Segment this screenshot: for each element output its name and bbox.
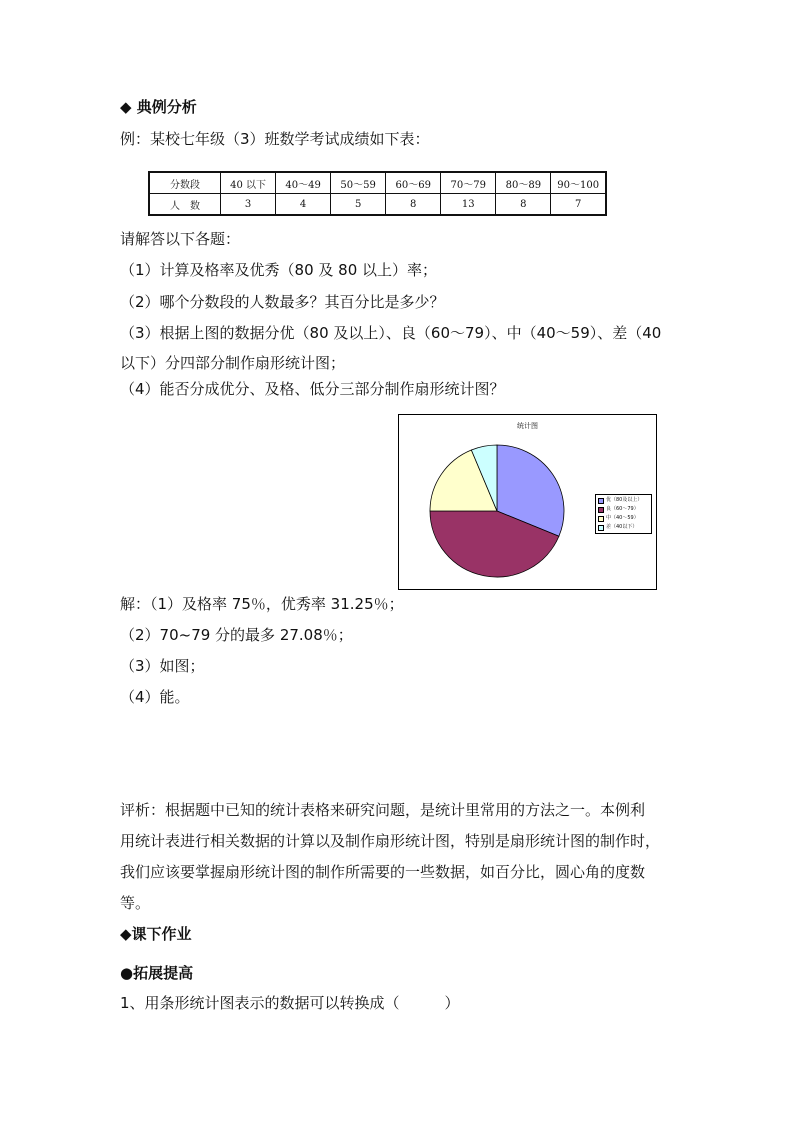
commentary-line-1: 评析：根据题中已知的统计表格来研究问题，是统计里常用的方法之一。本例利 bbox=[120, 801, 646, 819]
example-intro: 例：某校七年级（3）班数学考试成绩如下表： bbox=[120, 130, 430, 148]
answer-2: （2）70~79 分的最多 27.08％； bbox=[120, 626, 353, 644]
question-1: （1）计算及格率及优秀（80 及 80 以上）率； bbox=[120, 261, 438, 279]
legend-item bbox=[598, 514, 649, 523]
score-table bbox=[148, 171, 607, 216]
table-range-cell: 40～49 bbox=[276, 172, 331, 194]
legend-label: 优（80及以上） bbox=[606, 497, 643, 503]
exercise-1: 1、用条形统计图表示的数据可以转换成（ ） bbox=[120, 994, 460, 1012]
example-heading: ◆ 典例分析 bbox=[120, 98, 197, 116]
legend-item bbox=[598, 505, 649, 514]
legend-item bbox=[598, 496, 649, 505]
legend-swatch bbox=[598, 498, 604, 504]
legend-swatch bbox=[598, 525, 604, 531]
table-range-cell: 60～69 bbox=[386, 172, 441, 194]
table-count-cell: 8 bbox=[386, 194, 441, 216]
legend-label: 良（60～79） bbox=[606, 506, 639, 512]
commentary-line-2: 用统计表进行相关数据的计算以及制作扇形统计图，特别是扇形统计图的制作时， bbox=[120, 832, 661, 850]
answer-1: 解：（1）及格率 75％，优秀率 31.25％； bbox=[120, 595, 404, 613]
table-row-label: 人 数 bbox=[149, 194, 221, 216]
table-range-cell: 40 以下 bbox=[221, 172, 276, 194]
commentary-line-3: 我们应该要掌握扇形统计图的制作所需要的一些数据，如百分比，圆心角的度数 bbox=[120, 863, 646, 881]
legend-label: 中（40～59） bbox=[606, 515, 639, 521]
chart-legend bbox=[595, 494, 652, 534]
chart-title: 统计图 bbox=[517, 422, 538, 430]
table-count-cell: 5 bbox=[331, 194, 386, 216]
table-count-cell: 3 bbox=[221, 194, 276, 216]
question-3: （3）根据上图的数据分优（80 及以上）、良（60～79）、中（40～59）、差（40 bbox=[120, 324, 662, 342]
legend-swatch bbox=[598, 507, 604, 513]
legend-item bbox=[598, 523, 649, 532]
table-count-cell: 13 bbox=[441, 194, 496, 216]
commentary-line-4: 等。 bbox=[120, 894, 151, 912]
pie-chart bbox=[398, 414, 657, 590]
table-count-cell: 8 bbox=[496, 194, 551, 216]
question-4: （4）能否分成优分、及格、低分三部分制作扇形统计图？ bbox=[120, 380, 505, 398]
table-range-cell: 90～100 bbox=[551, 172, 606, 194]
table-header-label: 分数段 bbox=[149, 172, 221, 194]
prompt-text: 请解答以下各题： bbox=[120, 230, 241, 248]
legend-label: 差（40以下） bbox=[606, 524, 638, 530]
table-header-row bbox=[149, 172, 606, 194]
table-range-cell: 70～79 bbox=[441, 172, 496, 194]
answer-4: （4）能。 bbox=[120, 688, 190, 706]
table-count-cell: 4 bbox=[276, 194, 331, 216]
legend-swatch bbox=[598, 516, 604, 522]
extend-heading: ●拓展提高 bbox=[120, 964, 194, 982]
table-count-cell: 7 bbox=[551, 194, 606, 216]
question-3-cont: 以下）分四部分制作扇形统计图； bbox=[120, 354, 346, 372]
question-2: （2）哪个分数段的人数最多？其百分比是多少？ bbox=[120, 293, 445, 311]
table-range-cell: 80～89 bbox=[496, 172, 551, 194]
table-count-row bbox=[149, 194, 606, 216]
answer-3: （3）如图； bbox=[120, 657, 205, 675]
homework-heading: ◆课下作业 bbox=[120, 925, 192, 943]
table-range-cell: 50～59 bbox=[331, 172, 386, 194]
